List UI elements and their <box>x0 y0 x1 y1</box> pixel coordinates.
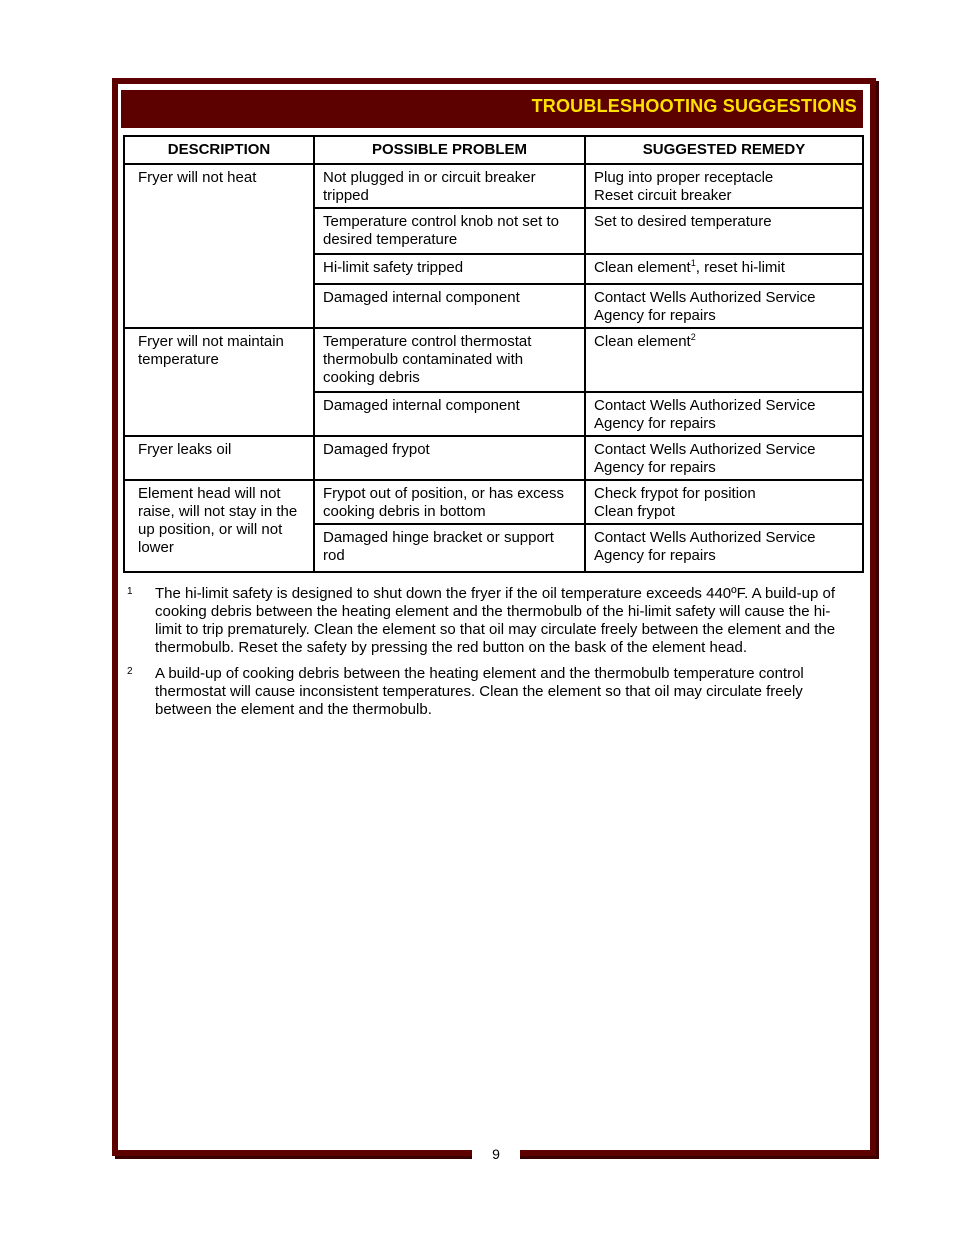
table-row <box>124 480 863 524</box>
description-cell: Fryer leaks oil <box>124 436 314 480</box>
footnote-text: A build-up of cooking debris between the heating element and the thermobulb temperature control thermostat will cause inconsistent temperatures. Clean the element so that oil may circulate freely between the element and the thermobulb. <box>155 665 804 718</box>
problem-cell: Damaged frypot <box>314 436 585 480</box>
footnote-text: The hi-limit safety is designed to shut down the fryer if the oil temperature exceeds 440ºF. A build-up of cooking debris between the heating element and the thermobulb of the hi-limit safety will cause the hi-limit to trip prematurely. Clean the element so that oil may circulate freely between the element and the thermobulb. Reset the safety by pressing the red button on the bask of the element head. <box>155 585 836 656</box>
page-number: 9 <box>492 1146 500 1162</box>
column-header-possible-problem: POSSIBLE PROBLEM <box>314 136 585 164</box>
remedy-cell <box>585 480 863 524</box>
problem-cell: Frypot out of position, or has excess cooking debris in bottom <box>314 480 585 524</box>
remedy-text-suffix: , reset hi-limit <box>695 259 785 276</box>
footnote-mark: 2 <box>127 666 133 677</box>
troubleshooting-table <box>123 135 864 573</box>
problem-cell: Temperature control thermostat thermobulb contaminated with cooking debris <box>314 328 585 392</box>
remedy-cell <box>585 254 863 284</box>
section-header-bar <box>121 90 863 128</box>
footnotes <box>127 585 857 727</box>
problem-cell: Temperature control knob not set to desired temperature <box>314 208 585 254</box>
remedy-line: Check frypot for position <box>594 485 756 502</box>
remedy-cell: Contact Wells Authorized Service Agency for repairs <box>585 524 863 572</box>
footnote <box>127 585 857 657</box>
remedy-line: Plug into proper receptacle <box>594 169 774 186</box>
footnote-ref: 2 <box>690 332 696 342</box>
description-cell: Fryer will not maintain temperature <box>124 328 314 436</box>
description-cell: Element head will not raise, will not stay in the up position, or will not lower <box>124 480 314 572</box>
remedy-line: Reset circuit breaker <box>594 187 732 204</box>
problem-cell: Damaged hinge bracket or support rod <box>314 524 585 572</box>
remedy-cell: Contact Wells Authorized Service Agency for repairs <box>585 284 863 328</box>
section-title: TROUBLESHOOTING SUGGESTIONS <box>531 96 857 116</box>
remedy-text: Clean element <box>594 333 691 350</box>
table-row <box>124 164 863 208</box>
remedy-cell: Set to desired temperature <box>585 208 863 254</box>
remedy-text: Clean element <box>594 259 691 276</box>
footnote-mark: 1 <box>127 586 133 597</box>
remedy-cell: Contact Wells Authorized Service Agency for repairs <box>585 392 863 436</box>
table-row <box>124 328 863 392</box>
table-row <box>124 436 863 480</box>
description-cell: Fryer will not heat <box>124 164 314 328</box>
footnote <box>127 665 857 719</box>
problem-cell: Damaged internal component <box>314 284 585 328</box>
remedy-cell <box>585 164 863 208</box>
problem-cell: Not plugged in or circuit breaker tripped <box>314 164 585 208</box>
footnote-ref: 1 <box>690 258 696 268</box>
problem-cell: Damaged internal component <box>314 392 585 436</box>
remedy-line: Clean frypot <box>594 503 675 520</box>
column-header-suggested-remedy: SUGGESTED REMEDY <box>585 136 863 164</box>
problem-cell: Hi-limit safety tripped <box>314 254 585 284</box>
column-header-description: DESCRIPTION <box>124 136 314 164</box>
remedy-cell: Contact Wells Authorized Service Agency for repairs <box>585 436 863 480</box>
table-header-row <box>124 136 863 164</box>
remedy-cell <box>585 328 863 392</box>
